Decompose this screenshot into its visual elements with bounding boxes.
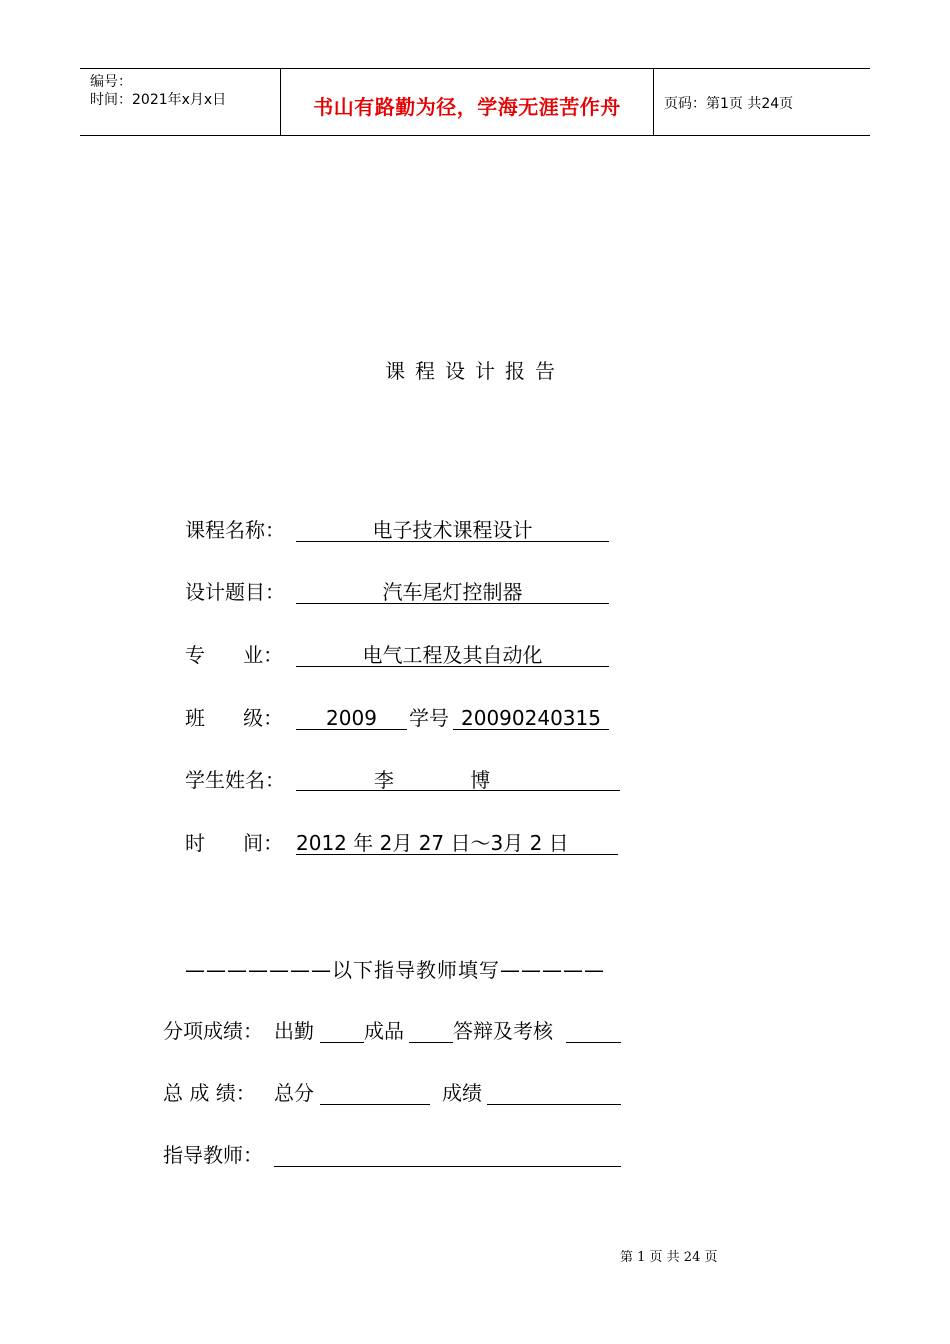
time-label: 时间：2021年x月x日 [90,92,227,108]
attendance-blank [320,1016,364,1043]
student-name-label: 学生姓名： [185,768,285,792]
design-topic-value: 汽车尾灯控制器 [296,577,609,604]
teacher-blank [274,1140,621,1167]
page-title: 课程设计报告 [385,359,565,383]
defense-label: 答辩及考核 [453,1019,553,1043]
motto: 书山有路勤为径，学海无涯苦作舟 [313,95,621,119]
grade-label: 成绩 [442,1081,482,1105]
total-points-blank [320,1078,430,1105]
teacher-label: 指导教师： [163,1143,263,1167]
course-name-label: 课程名称： [185,518,285,542]
student-number-label: 学号 [409,706,449,730]
course-name-value: 电子技术课程设计 [296,515,609,542]
total-score-label: 总 成 绩： [163,1081,256,1105]
page-footer: 第 1 页 共 24 页 [620,1250,718,1265]
design-topic-label: 设计题目： [185,580,285,604]
student-number-value: 20090240315 [453,703,609,730]
product-label: 成品 [364,1019,404,1043]
major-value: 电气工程及其自动化 [296,640,609,667]
header-table [80,68,870,136]
header-meta-cell [80,69,281,135]
grade-blank [487,1078,621,1105]
time-value: 2012 年 2月 27 日～3月 2 日 [296,828,618,855]
item-scores-label: 分项成绩： [163,1019,263,1043]
student-name-value: 李 博 [296,765,620,791]
header-motto-cell [281,69,654,135]
product-blank [409,1016,453,1043]
attendance-label: 出勤 [274,1019,314,1043]
time-field-label: 时 间： [185,831,284,855]
teacher-section-divider: ———————以下指导教师填写————— [185,958,605,982]
class-value: 2009 [296,703,407,730]
number-label: 编号： [90,74,132,90]
defense-blank [566,1016,621,1043]
header-page-cell [654,69,870,135]
class-label: 班 级： [185,706,284,730]
major-label: 专 业： [185,643,284,667]
total-points-label: 总分 [274,1081,314,1105]
page-info: 页码：第1页 共24页 [664,96,794,112]
